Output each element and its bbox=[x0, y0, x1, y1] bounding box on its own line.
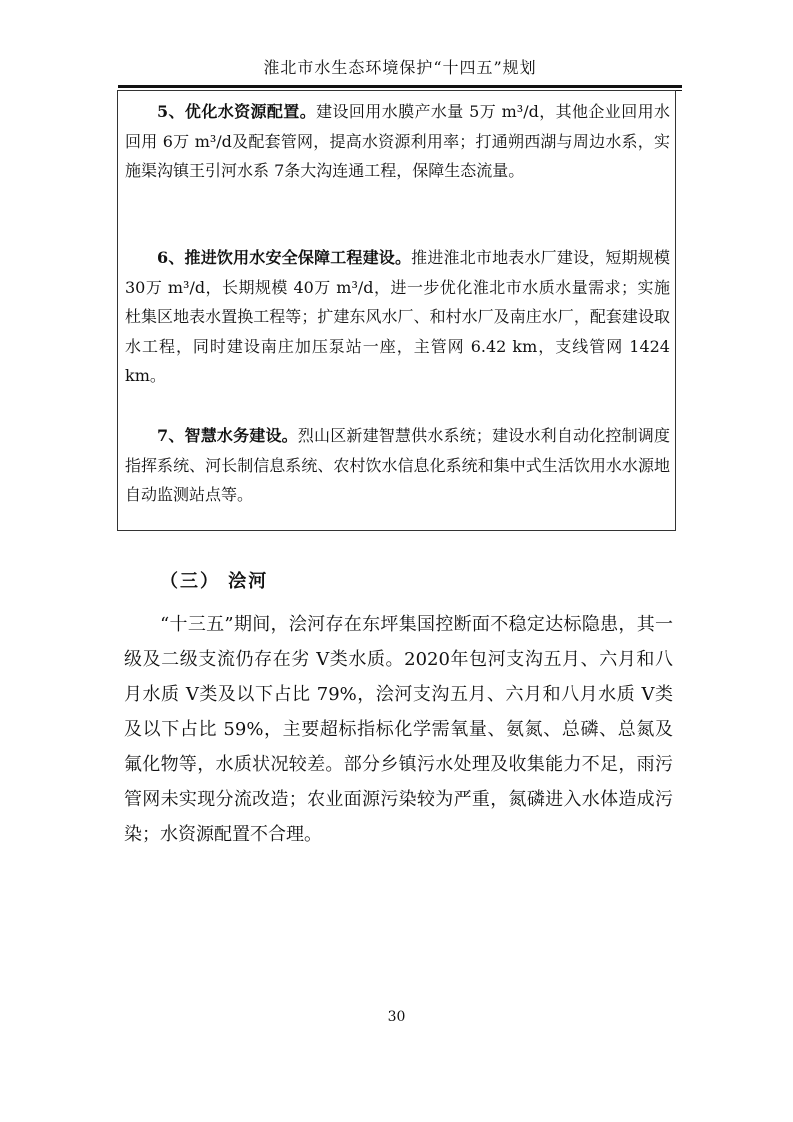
box-item-7-lead: 7、智慧水务建设。 bbox=[157, 426, 298, 445]
box-item-5-lead: 5、优化水资源配置。 bbox=[157, 102, 317, 121]
box-item-7 bbox=[125, 421, 670, 510]
section-heading: （三） 浍河 bbox=[160, 571, 269, 592]
header-rule-thick bbox=[118, 85, 682, 88]
box-item-6-lead: 6、推进饮用水安全保障工程建设。 bbox=[157, 248, 412, 267]
box-item-6 bbox=[125, 243, 670, 391]
box-item-5-text: 建设回用水膜产水量 5万 m³/d，其他企业回用水回用 6万 m³/d及配套管网，提高水资源利用率；打通朔西湖与周边水系，实施渠沟镇王引河水系 7条大沟连通工程，保障生态流量。 bbox=[125, 102, 670, 181]
measures-box bbox=[117, 90, 676, 531]
section-paragraph: “十三五”期间，浍河存在东坪集国控断面不稳定达标隐患，其一级及二级支流仍存在劣 V类水质。2020年包河支沟五月、六月和八月水质 V类及以下占比 79%，浍河支沟五月、六月和八月水质 V类及以下占比 59%，主要超标指标化学需氧量、氨氮、总磷、总氮及氟化物等，水质状况较差。部分乡镇污水处理及收集能力不足，雨污管网未实现分流改造；农业面源污染较为严重，氮磷进入水体造成污染；水资源配置不合理。 bbox=[124, 614, 673, 845]
box-item-7-text: 烈山区新建智慧供水系统；建设水利自动化控制调度指挥系统、河长制信息系统、农村饮水信息化系统和集中式生活饮用水水源地自动监测站点等。 bbox=[125, 426, 670, 505]
page-header-title: 淮北市水生态环境保护“十四五”规划 bbox=[263, 58, 537, 77]
page-number: 30 bbox=[387, 1009, 406, 1025]
box-item-5 bbox=[125, 97, 670, 186]
box-item-6-text: 推进淮北市地表水厂建设，短期规模 30万 m³/d，长期规模 40万 m³/d，进一步优化淮北市水质水量需求；实施杜集区地表水置换工程等；扩建东风水厂、和村水厂及南庄水厂，配套建设取水工程，同时建设南庄加压泵站一座，主管网 6.42 km，支线管网 1424 km。 bbox=[125, 248, 670, 386]
